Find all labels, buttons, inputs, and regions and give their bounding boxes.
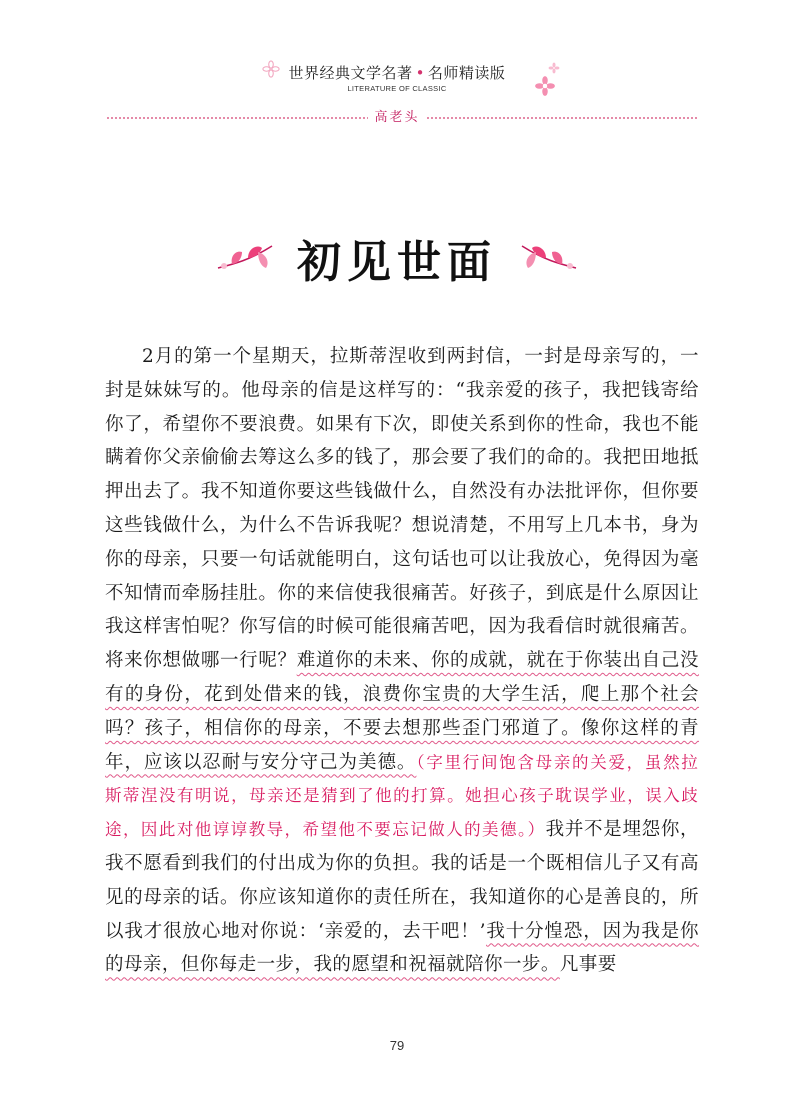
underlined-passage: 我十分惶恐，因为我是你的母亲，但你每走一步，我的愿望和祝福就陪你一步。 bbox=[105, 920, 700, 976]
underlined-passage: 难道你的未来、你的成就，就在于你装出自己没有的身份，花到处借来的钱，浪费你宝贵的大学生活，爬上那个社会吗？孩子，相信你的母亲，不要去想那些歪门邪道了。像你这样的青年，应该以忍耐与安分守己为美德。 bbox=[105, 650, 699, 773]
flower-branch-icon bbox=[214, 238, 276, 278]
series-subtitle: LITERATURE OF CLASSIC bbox=[347, 84, 447, 93]
paragraph: 2月的第一个星期天，拉斯蒂涅收到两封信，一封是母亲写的，一封是妹妹写的。他母亲的信是这样写的：“我亲爱的孩子，我把钱寄给你了，希望你不要浪费。如果有下次，即使关系到你的性命，我也不能瞒着你父亲偷偷去筹这么多的钱了，那会要了我们的命的。我把田地抵押出去了。我不知道你要这些钱做什么，自然没有办法批评你，但你要这些钱做什么，为什么不告诉我呢？想说清楚，不用写上几本书，身为你的母亲，只要一句话就能明白，这句话也可以让我放心，免得因为毫不知情而牵肠挂肚。你的来信使我很痛苦。好孩子，到底是什么原因让我这样害怕呢？你写信的时候可能很痛苦吧，因为我看信时就很痛苦。将来你想做哪一行呢？难道你的未来、你的成就，就在于你装出自己没有的身份，花到处借来的钱，浪费你宝贵的大学生活，爬上那个社会吗？孩子，相信你的母亲，不要去想那些歪门邪道了。像你这样的青年，应该以忍耐与安分守己为美德。（字里行间饱含母亲的关爱，虽然拉斯蒂涅没有明说，母亲还是猜到了他的打算。她担心孩子耽误学业，误入歧途，因此对他谆谆教导，希望他不要忘记做人的美德。）我并不是埋怨你，我不愿看到我们的付出成为你的负担。我的话是一个既相信儿子又有高见的母亲的话。你应该知道你的责任所在，我知道你的心是善良的，所以我才很放心地对你说：‘亲爱的，去干吧！’我十分惶恐，因为我是你的母亲，但你每走一步，我的愿望和祝福就陪你一步。凡事要 bbox=[105, 346, 700, 976]
annotation-comment: （字里行间饱含母亲的关爱，虽然拉斯蒂涅没有明说，母亲还是猜到了他的打算。她担心孩子耽误学业，误入歧途，因此对他谆谆教导，希望他不要忘记做人的美德。） bbox=[105, 752, 700, 840]
bullet-dot: • bbox=[415, 64, 425, 82]
body-text bbox=[105, 340, 699, 982]
flower-branch-icon bbox=[518, 238, 580, 278]
chapter-title: 初见世面 bbox=[297, 237, 497, 288]
running-header bbox=[0, 62, 794, 93]
page-number: 79 bbox=[389, 1038, 405, 1053]
book-title: 高老头 bbox=[0, 106, 794, 125]
series-title: 世界经典文学名著 • 名师精读版 bbox=[288, 64, 506, 82]
chapter-heading bbox=[0, 226, 794, 290]
